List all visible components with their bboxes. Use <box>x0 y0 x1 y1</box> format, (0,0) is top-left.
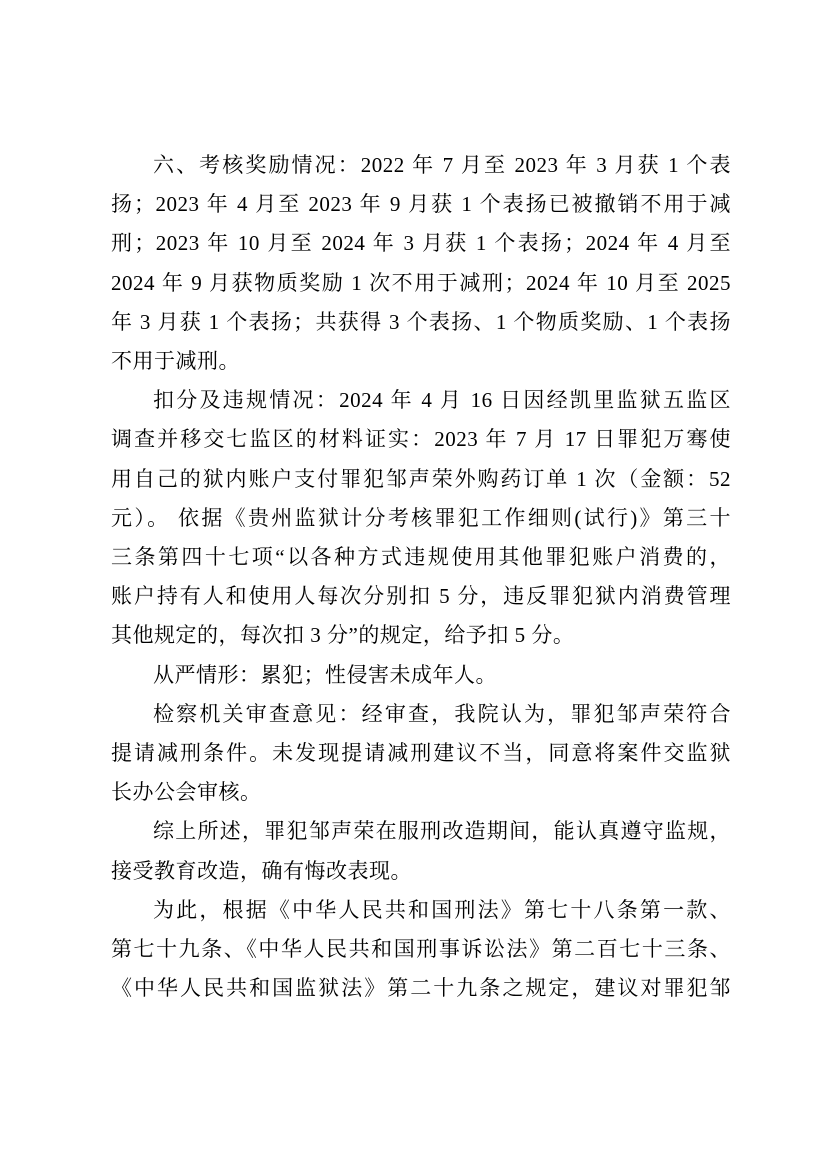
text-line: 年 3 月获 1 个表扬；共获得 3 个表扬、1 个物质奖励、1 个表扬 <box>111 309 731 334</box>
text-line: 六、考核奖励情况：2022 年 7 月至 2023 年 3 月获 1 个表 <box>153 153 731 177</box>
text-line: 元）。 依据《贵州监狱计分考核罪犯工作细则(试行)》第三十 <box>111 505 731 530</box>
text-line: 三条第四十七项“以各种方式违规使用其他罪犯账户消费的， <box>111 545 731 570</box>
text-block <box>111 146 731 1008</box>
text-line: 2024 年 9 月获物质奖励 1 次不用于减刑；2024 年 10 月至 2025 <box>111 270 731 295</box>
text-line: 为此，根据《中华人民共和国刑法》第七十八条第一款、 <box>153 897 731 922</box>
text-line: 其他规定的，每次扣 3 分”的规定，给予扣 5 分。 <box>111 623 575 648</box>
text-line: 刑；2023 年 10 月至 2024 年 3 月获 1 个表扬；2024 年 4 月至 <box>111 231 731 256</box>
text-line: 用自己的狱内账户支付罪犯邹声荣外购药订单 1 次（金额：52 <box>111 466 731 491</box>
text-line: 提请减刑条件。未发现提请减刑建议不当，同意将案件交监狱 <box>111 741 731 766</box>
text-line: 综上所述，罪犯邹声荣在服刑改造期间，能认真遵守监规， <box>153 819 731 844</box>
text-line: 账户持有人和使用人每次分别扣 5 分，违反罪犯狱内消费管理 <box>111 584 731 609</box>
text-line: 接受教育改造，确有悔改表现。 <box>111 858 412 883</box>
text-line: 检察机关审查意见：经审查，我院认为，罪犯邹声荣符合 <box>153 701 731 726</box>
text-line: 《中华人民共和国监狱法》第二十九条之规定，建议对罪犯邹 <box>111 976 731 1001</box>
text-line: 调查并移交七监区的材料证实：2023 年 7 月 17 日罪犯万骞使 <box>111 427 731 452</box>
text-line: 扬；2023 年 4 月至 2023 年 9 月获 1 个表扬已被撤销不用于减 <box>111 192 731 217</box>
text-line: 从严情形：累犯；性侵害未成年人。 <box>153 662 497 687</box>
text-line: 第七十九条、《中华人民共和国刑事诉讼法》第二百七十三条、 <box>111 937 731 962</box>
text-line: 不用于减刑。 <box>111 349 240 374</box>
text-line: 长办公会审核。 <box>111 780 262 805</box>
text-line: 扣分及违规情况：2024 年 4 月 16 日因经凯里监狱五监区 <box>153 388 731 413</box>
